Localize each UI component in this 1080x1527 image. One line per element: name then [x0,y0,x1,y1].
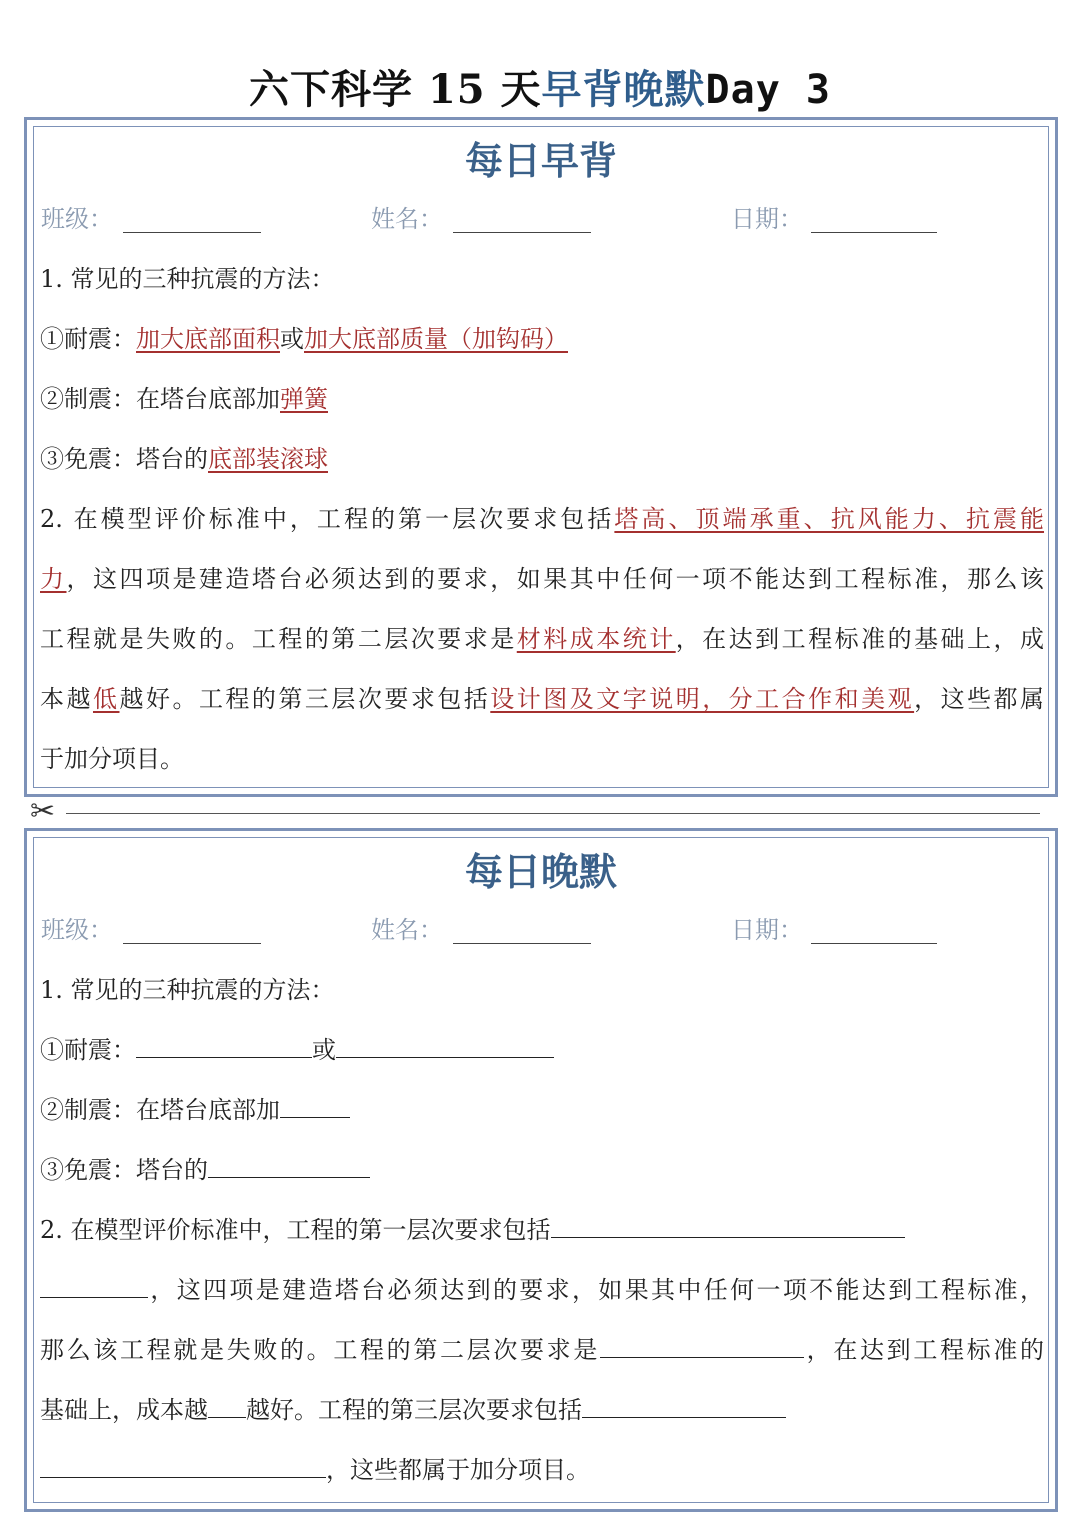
morning-q1-a: ①耐震：加大底部面积或加大底部质量（加钩码） [40,325,568,353]
morning-q2-answer3: 低 [92,685,120,713]
evening-q2-line3: 那么该工程就是失败的。工程的第二层次要求是 ，在达到工程标准的 [40,1333,1044,1367]
evening-q2-blank4[interactable] [582,1393,786,1418]
evening-q2-line2: ，这四项是建造塔台必须达到的要求，如果其中任何一项不能达到工程标准， [40,1273,1044,1307]
date-field[interactable] [811,943,937,944]
morning-q2-line5: 于加分项目。 [40,745,184,773]
morning-q1-b: ②制震：在塔台底部加弹簧 [40,385,328,413]
morning-q1-b-answer: 弹簧 [280,385,328,413]
evening-q2-line5: ，这些都属于加分项目。 [40,1453,1044,1487]
evening-q1-a: ①耐震： 或 [40,1033,1044,1067]
title-part3: Day 3 [705,67,831,113]
page-title [0,62,1080,118]
evening-q2-blank1[interactable] [551,1213,905,1238]
evening-heading: 每日晚默 [464,850,617,894]
morning-q1-c: ③免震：塔台的底部装滚球 [40,445,328,473]
name-label: 姓名： [371,916,443,944]
evening-q1-c: ③免震：塔台的 [40,1153,1044,1187]
evening-q1-a-blank1[interactable] [136,1033,312,1058]
name-field[interactable] [453,943,591,944]
evening-q1-c-blank[interactable] [208,1153,370,1178]
evening-q2-line4: 基础上，成本越 越好。工程的第三层次要求包括 [40,1393,1044,1427]
morning-q1-c-answer: 底部装滚球 [208,445,328,473]
evening-q1-stem: 1. 常见的三种抗震的方法： [40,976,335,1004]
evening-q1-b: ②制震：在塔台底部加 [40,1093,1044,1127]
name-label: 姓名： [371,205,443,233]
cut-divider [66,813,1040,814]
class-label: 班级： [41,205,113,233]
date-label: 日期： [731,916,803,944]
evening-q2-blank2[interactable] [600,1333,804,1358]
morning-q2-answer4: 设计图及文字说明，分工合作和美观 [490,685,915,713]
cut-line [30,794,1040,829]
class-field[interactable] [123,943,261,944]
evening-q2-blank1-cont[interactable] [40,1273,148,1298]
evening-q1-b-blank[interactable] [280,1093,350,1118]
morning-q2-answer1: 塔高、顶端承重、抗风能力、抗震能 [614,505,1045,533]
morning-q1-stem: 1. 常见的三种抗震的方法： [40,265,335,293]
evening-q2-blank4-cont[interactable] [40,1453,326,1478]
scissors-icon: ✂ [30,794,56,829]
morning-q2-line4: 本越低越好。工程的第三层次要求包括设计图及文字说明，分工合作和美观，这些都属 [40,685,1045,713]
class-label: 班级： [41,916,113,944]
morning-q2-answer2: 材料成本统计 [516,625,676,653]
title-part2: 早背晚默 [541,66,706,113]
morning-q2-line2: 力，这四项是建造塔台必须达到的要求，如果其中任何一项不能达到工程标准，那么该 [40,565,1045,593]
title-part1: 六下科学 15 天 [249,66,542,113]
morning-q1-a-answer1: 加大底部面积 [136,325,280,353]
morning-q1-a-answer2: 加大底部质量（加钩码） [304,325,568,353]
name-field[interactable] [453,232,591,233]
evening-q1-a-blank2[interactable] [336,1033,554,1058]
class-field[interactable] [123,232,261,233]
morning-q2-answer1-cont: 力 [40,565,67,593]
morning-q2-line3: 工程就是失败的。工程的第二层次要求是材料成本统计，在达到工程标准的基础上，成 [40,625,1045,653]
date-field[interactable] [811,232,937,233]
evening-q2-line1: 2. 在模型评价标准中，工程的第一层次要求包括 [40,1213,1044,1247]
morning-heading: 每日早背 [464,139,617,183]
evening-q2-blank3[interactable] [208,1393,246,1418]
date-label: 日期： [731,205,803,233]
morning-q2-line1: 2. 在模型评价标准中，工程的第一层次要求包括塔高、顶端承重、抗风能力、抗震能 [40,505,1045,533]
